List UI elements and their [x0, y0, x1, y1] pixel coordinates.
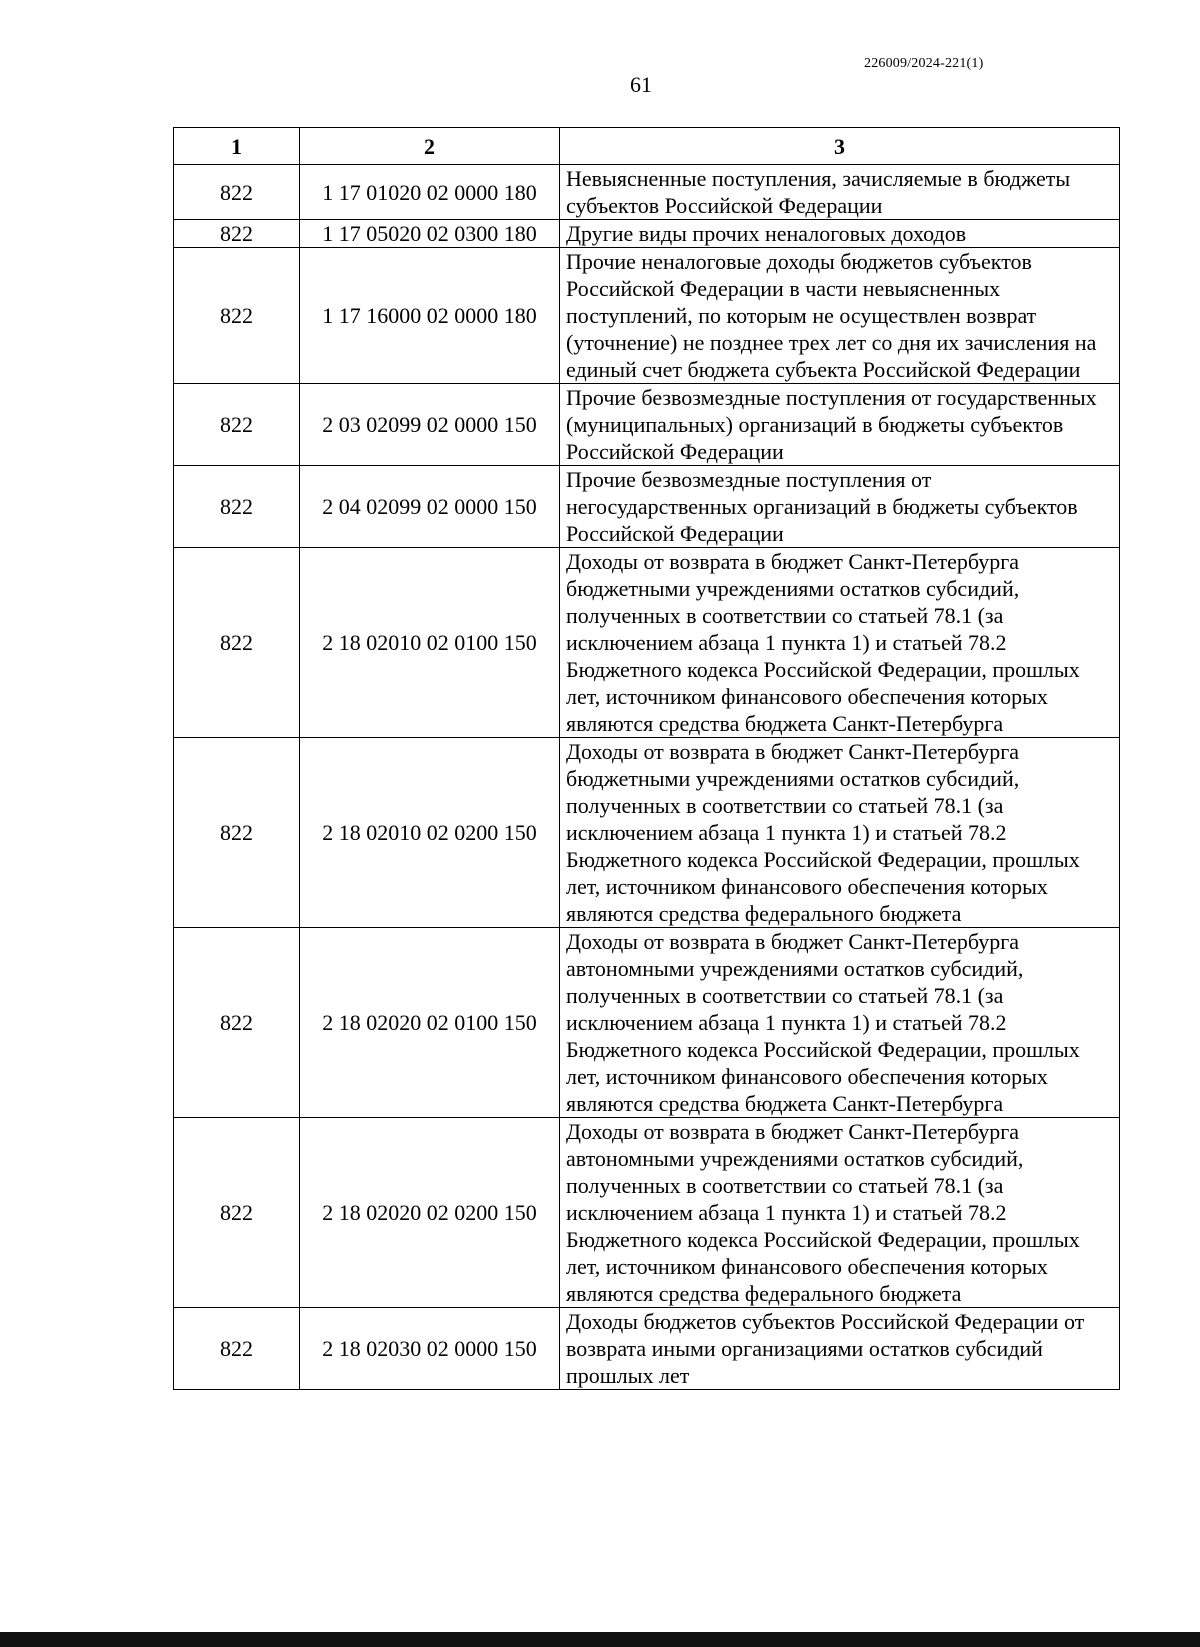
admin-code-cell: 822	[174, 1118, 300, 1308]
revenue-codes-table	[173, 127, 1120, 1390]
admin-code-cell: 822	[174, 548, 300, 738]
table-row	[174, 548, 1120, 738]
admin-code-cell: 822	[174, 165, 300, 220]
revenue-description-cell: Прочие неналоговые доходы бюджетов субъектов Российской Федерации в части невыясненных поступлений, по которым не осуществлен возврат (уточнение) не позднее трех лет со дня их зачисления на единый счет бюджета субъекта Российской Федерации	[560, 248, 1120, 384]
revenue-code-cell: 2 04 02099 02 0000 150	[300, 466, 560, 548]
table-row	[174, 1118, 1120, 1308]
revenue-description-cell: Прочие безвозмездные поступления от государственных (муниципальных) организаций в бюджеты субъектов Российской Федерации	[560, 384, 1120, 466]
revenue-code-cell: 2 18 02030 02 0000 150	[300, 1308, 560, 1390]
table-row	[174, 1308, 1120, 1390]
admin-code-cell: 822	[174, 248, 300, 384]
admin-code-cell: 822	[174, 738, 300, 928]
table-row	[174, 928, 1120, 1118]
column-header-2: 2	[300, 128, 560, 165]
revenue-code-cell: 2 03 02099 02 0000 150	[300, 384, 560, 466]
revenue-description-cell: Доходы от возврата в бюджет Санкт-Петербурга автономными учреждениями остатков субсидий, полученных в соответствии со статьей 78.1 (за исключением абзаца 1 пункта 1) и статьей 78.2 Бюджетного кодекса Российской Федерации, прошлых лет, источником финансового обеспечения которых являются средства бюджета Санкт-Петербурга	[560, 928, 1120, 1118]
page-number: 61	[630, 72, 652, 97]
revenue-code-cell: 1 17 05020 02 0300 180	[300, 220, 560, 248]
admin-code-cell: 822	[174, 384, 300, 466]
admin-code-cell: 822	[174, 928, 300, 1118]
admin-code-cell: 822	[174, 220, 300, 248]
scan-edge-bar	[0, 1632, 1200, 1647]
admin-code-cell: 822	[174, 466, 300, 548]
table-row	[174, 738, 1120, 928]
column-header-3: 3	[560, 128, 1120, 165]
revenue-description-cell: Невыясненные поступления, зачисляемые в бюджеты субъектов Российской Федерации	[560, 165, 1120, 220]
table-row	[174, 248, 1120, 384]
document-registration-code: 226009/2024-221(1)	[864, 56, 984, 71]
revenue-code-cell: 1 17 01020 02 0000 180	[300, 165, 560, 220]
table-row	[174, 220, 1120, 248]
revenue-code-cell: 2 18 02020 02 0100 150	[300, 928, 560, 1118]
table-row	[174, 165, 1120, 220]
revenue-description-cell: Доходы от возврата в бюджет Санкт-Петербурга бюджетными учреждениями остатков субсидий, полученных в соответствии со статьей 78.1 (за исключением абзаца 1 пункта 1) и статьей 78.2 Бюджетного кодекса Российской Федерации, прошлых лет, источником финансового обеспечения которых являются средства бюджета Санкт-Петербурга	[560, 548, 1120, 738]
revenue-description-cell: Доходы от возврата в бюджет Санкт-Петербурга автономными учреждениями остатков субсидий, полученных в соответствии со статьей 78.1 (за исключением абзаца 1 пункта 1) и статьей 78.2 Бюджетного кодекса Российской Федерации, прошлых лет, источником финансового обеспечения которых являются средства федерального бюджета	[560, 1118, 1120, 1308]
table-row	[174, 384, 1120, 466]
table-header-row	[174, 128, 1120, 165]
revenue-code-cell: 1 17 16000 02 0000 180	[300, 248, 560, 384]
admin-code-cell: 822	[174, 1308, 300, 1390]
revenue-description-cell: Доходы бюджетов субъектов Российской Федерации от возврата иными организациями остатков субсидий прошлых лет	[560, 1308, 1120, 1390]
table-row	[174, 466, 1120, 548]
column-header-1: 1	[174, 128, 300, 165]
revenue-code-cell: 2 18 02020 02 0200 150	[300, 1118, 560, 1308]
revenue-code-cell: 2 18 02010 02 0100 150	[300, 548, 560, 738]
revenue-description-cell: Доходы от возврата в бюджет Санкт-Петербурга бюджетными учреждениями остатков субсидий, полученных в соответствии со статьей 78.1 (за исключением абзаца 1 пункта 1) и статьей 78.2 Бюджетного кодекса Российской Федерации, прошлых лет, источником финансового обеспечения которых являются средства федерального бюджета	[560, 738, 1120, 928]
revenue-description-cell: Другие виды прочих неналоговых доходов	[560, 220, 1120, 248]
revenue-description-cell: Прочие безвозмездные поступления от негосударственных организаций в бюджеты субъектов Российской Федерации	[560, 466, 1120, 548]
revenue-code-cell: 2 18 02010 02 0200 150	[300, 738, 560, 928]
